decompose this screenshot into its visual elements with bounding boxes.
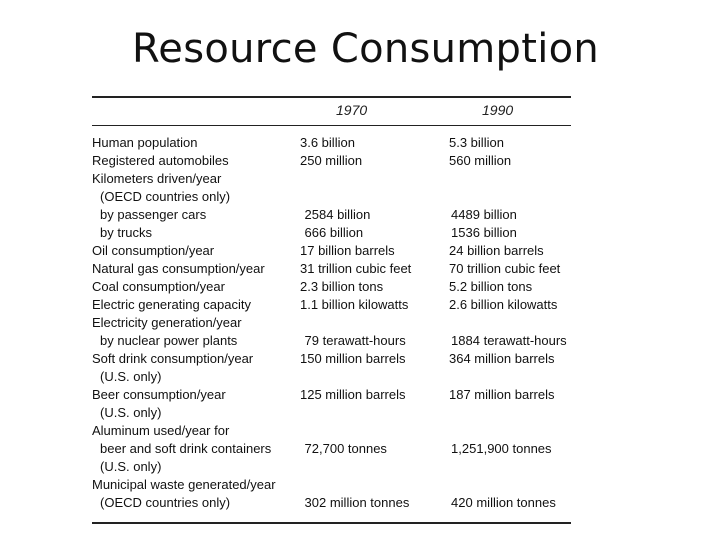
table-row: [92, 296, 572, 314]
row-label: Soft drink consumption/year: [92, 351, 254, 366]
row-label: Municipal waste generated/year: [92, 477, 276, 492]
value-1990: 364 million barrels: [449, 351, 555, 366]
row-label: Oil consumption/year: [92, 243, 215, 258]
value-1990: 5.2 billion tons: [449, 279, 533, 294]
row-label: Registered automobiles: [92, 153, 229, 168]
value-1970: [300, 422, 449, 440]
value-1970: 17 billion barrels: [300, 243, 395, 258]
value-1990: [451, 188, 572, 206]
row-label: (OECD countries only): [100, 189, 231, 204]
value-1970: 3.6 billion: [300, 135, 355, 150]
value-1970: [300, 314, 449, 332]
table-header-rule: [92, 125, 571, 126]
table-row: [92, 314, 572, 332]
value-1990: [449, 422, 572, 440]
table-row: [92, 458, 572, 476]
row-label: beer and soft drink containers: [100, 441, 272, 456]
value-1990: [451, 368, 572, 386]
column-header-1970: 1970: [336, 102, 368, 118]
table-row: [92, 242, 572, 260]
value-1970: 250 million: [300, 153, 363, 168]
table-row: [92, 152, 572, 170]
table-bottom-rule: [92, 522, 571, 524]
value-1990: 187 million barrels: [449, 387, 555, 402]
table-row: [92, 368, 572, 386]
value-1990: 420 million tonnes: [451, 495, 556, 510]
row-label: Electric generating capacity: [92, 297, 251, 312]
value-1990: [449, 314, 572, 332]
value-1990: [451, 458, 572, 476]
value-1970: [300, 170, 449, 188]
value-1990: 1884 terawatt-hours: [451, 333, 567, 348]
value-1970: 666 billion: [304, 225, 364, 240]
value-1990: 1536 billion: [451, 225, 517, 240]
row-label: by nuclear power plants: [100, 333, 238, 348]
row-label: Coal consumption/year: [92, 279, 225, 294]
row-label: (U.S. only): [100, 369, 162, 384]
value-1970: 31 trillion cubic feet: [300, 261, 412, 276]
value-1970: [305, 368, 452, 386]
table-row: [92, 494, 572, 512]
table-row: [92, 206, 572, 224]
row-label: (U.S. only): [100, 405, 162, 420]
table-row: [92, 224, 572, 242]
value-1970: [300, 476, 449, 494]
value-1970: [305, 404, 452, 422]
table-row: [92, 404, 572, 422]
value-1970: 2.3 billion tons: [300, 279, 384, 294]
table-row: [92, 278, 572, 296]
row-label: (OECD countries only): [100, 495, 231, 510]
value-1990: 2.6 billion kilowatts: [449, 297, 558, 312]
row-label: by passenger cars: [100, 207, 207, 222]
table-row: [92, 350, 572, 368]
table-row: [92, 260, 572, 278]
value-1970: 72,700 tonnes: [304, 441, 387, 456]
row-label: Aluminum used/year for: [92, 423, 230, 438]
table-row: [92, 422, 572, 440]
row-label: Electricity generation/year: [92, 315, 242, 330]
row-label: by trucks: [100, 225, 153, 240]
table-row: [92, 476, 572, 494]
table-row: [92, 332, 572, 350]
value-1970: 302 million tonnes: [304, 495, 410, 510]
table-row: [92, 440, 572, 458]
table-row: [92, 134, 572, 152]
table-row: [92, 188, 572, 206]
row-label: (U.S. only): [100, 459, 162, 474]
value-1990: [449, 170, 572, 188]
value-1970: 125 million barrels: [300, 387, 406, 402]
resource-table: [92, 134, 572, 512]
value-1970: 150 million barrels: [300, 351, 406, 366]
column-header-1990: 1990: [482, 102, 514, 118]
row-label: Kilometers driven/year: [92, 171, 222, 186]
value-1970: 1.1 billion kilowatts: [300, 297, 409, 312]
value-1970: [305, 458, 452, 476]
table-row: [92, 170, 572, 188]
value-1990: 70 trillion cubic feet: [449, 261, 561, 276]
value-1990: 560 million: [449, 153, 512, 168]
table-row: [92, 386, 572, 404]
value-1990: 1,251,900 tonnes: [451, 441, 552, 456]
row-label: Human population: [92, 135, 198, 150]
value-1990: 24 billion barrels: [449, 243, 544, 258]
value-1990: 4489 billion: [451, 207, 517, 222]
value-1970: 79 terawatt-hours: [304, 333, 406, 348]
row-label: Beer consumption/year: [92, 387, 226, 402]
value-1970: [305, 188, 452, 206]
row-label: Natural gas consumption/year: [92, 261, 265, 276]
page-title: Resource Consumption: [132, 26, 600, 72]
value-1990: 5.3 billion: [449, 135, 504, 150]
value-1990: [451, 404, 572, 422]
table-top-rule: [92, 96, 571, 98]
value-1990: [449, 476, 572, 494]
value-1970: 2584 billion: [304, 207, 371, 222]
